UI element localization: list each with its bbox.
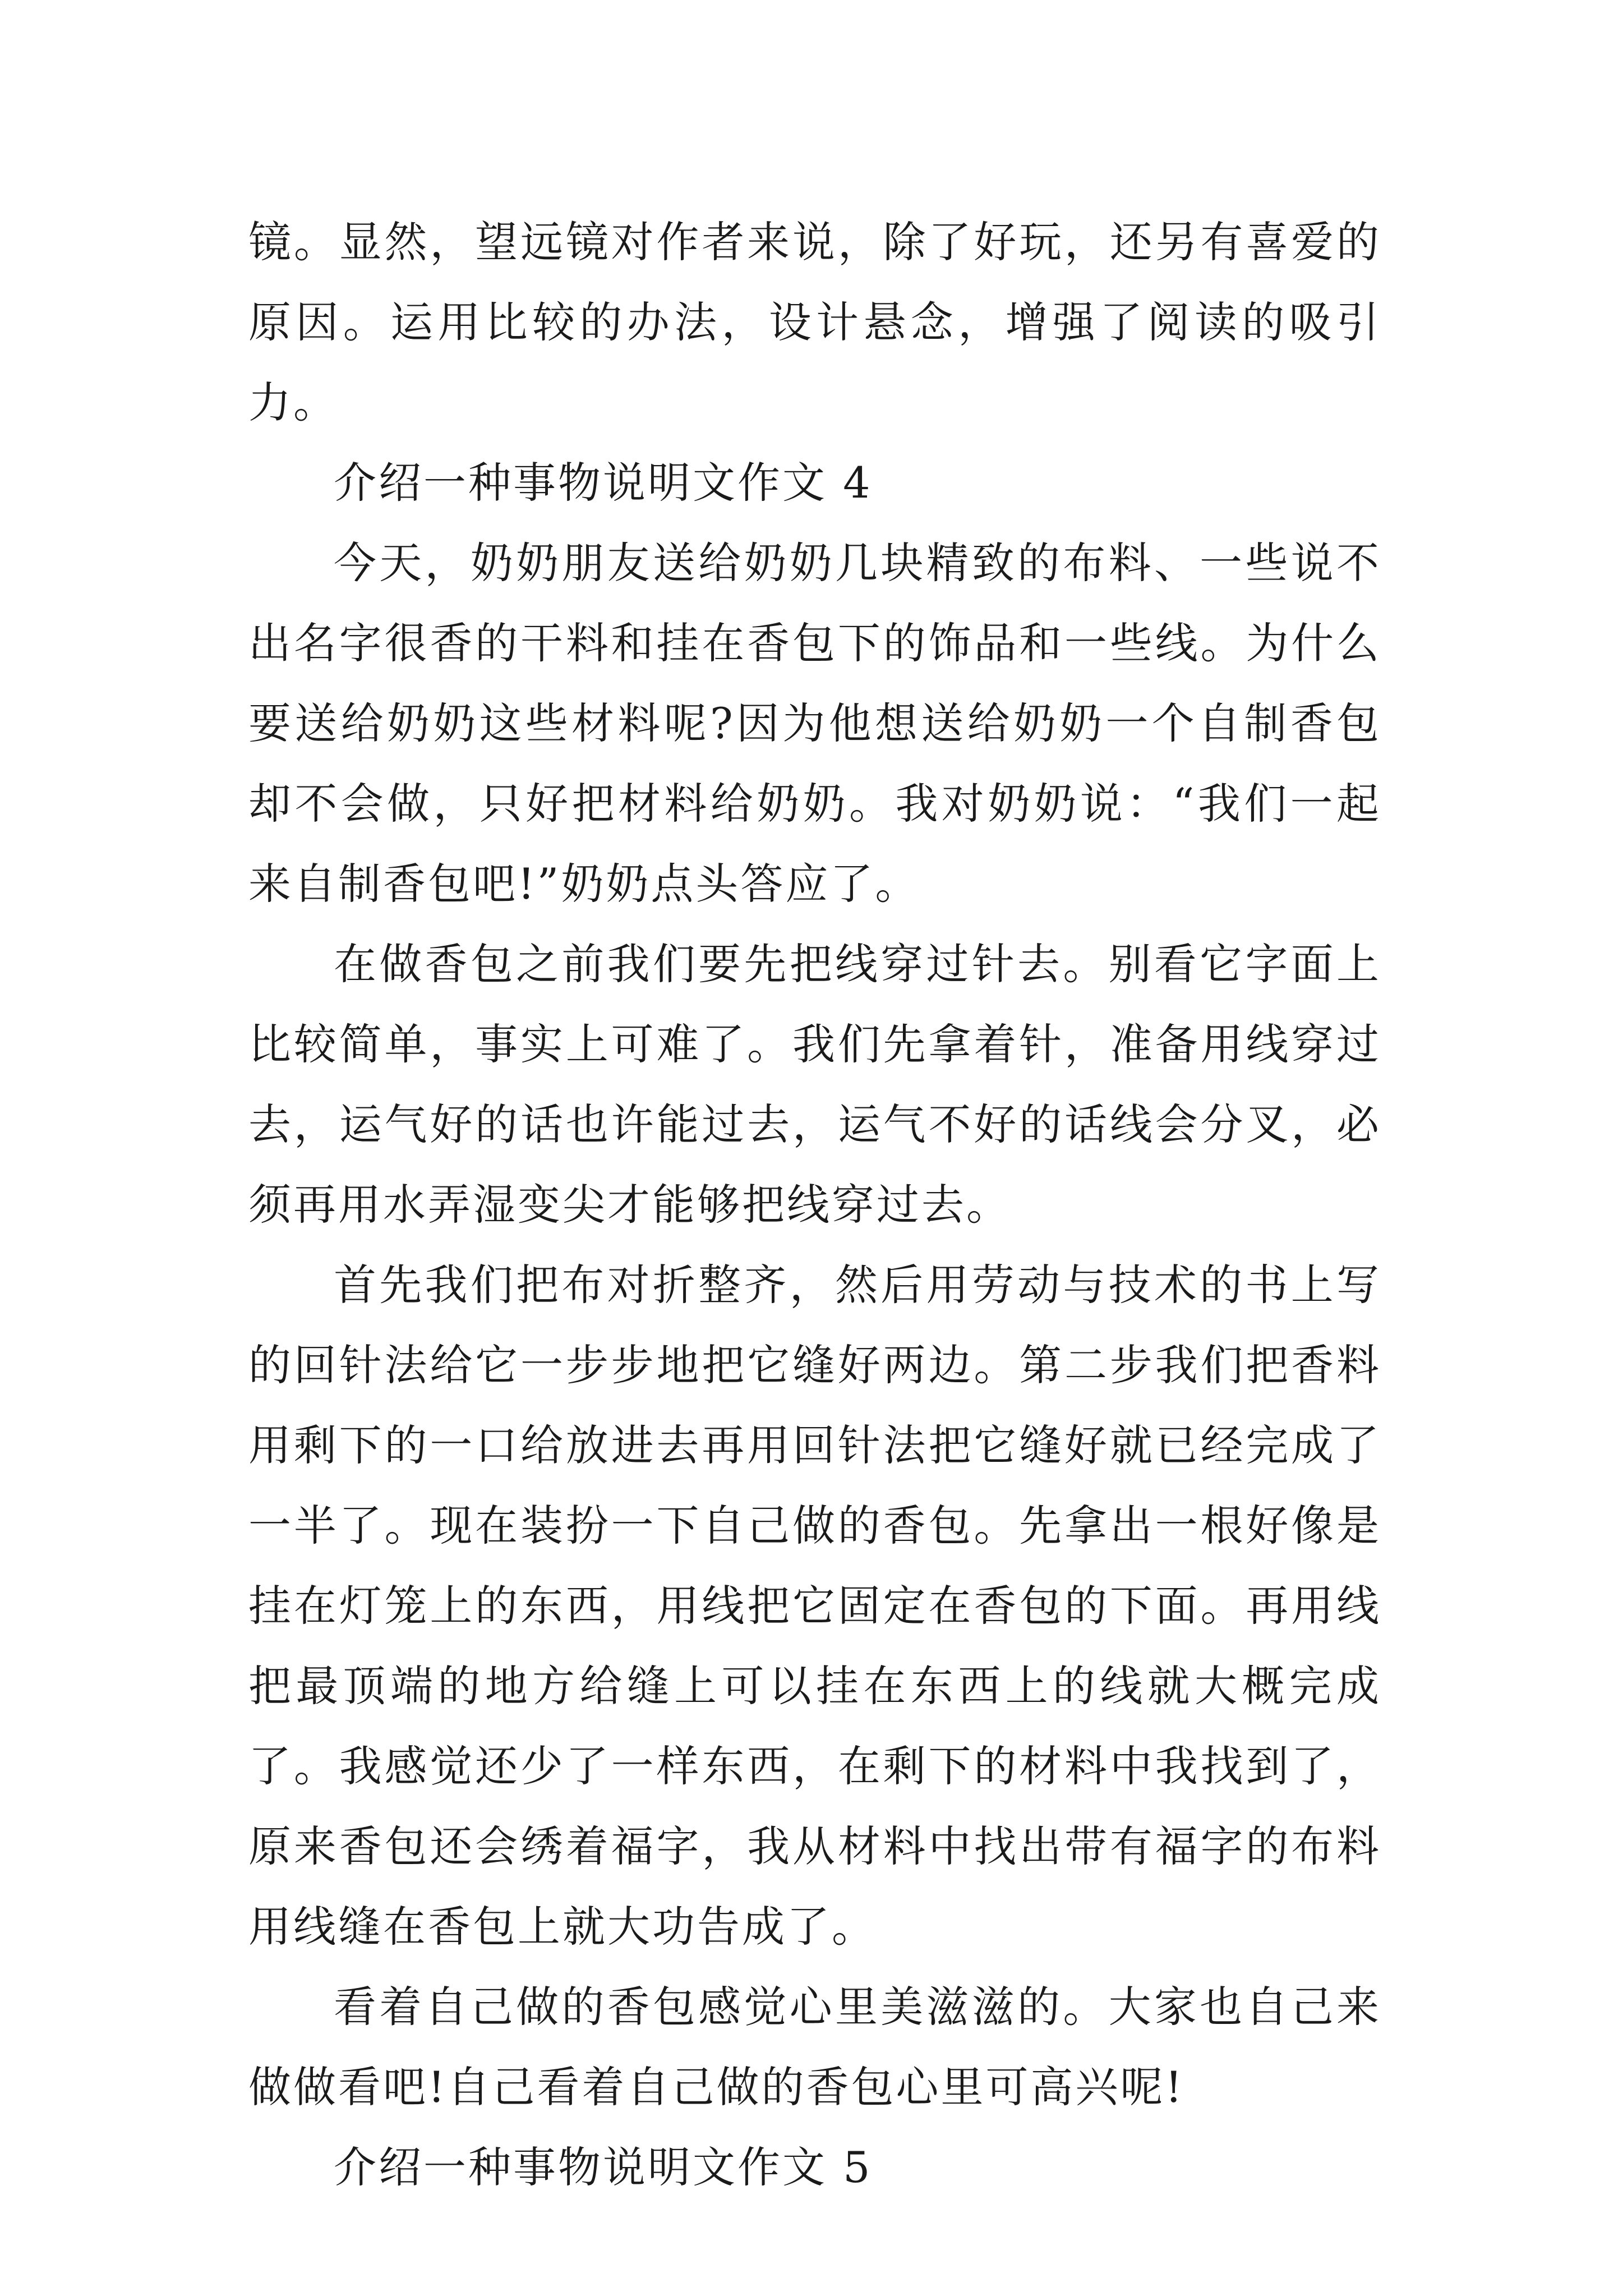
paragraph-continuation: 镜。显然，望远镜对作者来说，除了好玩，还另有喜爱的原因。运用比较的办法，设计悬念，增强了阅读的吸引力。 — [248, 217, 1381, 427]
section-heading-4: 介绍一种事物说明文作文 4 — [334, 458, 873, 508]
paragraph-steps: 首先我们把布对折整齐，然后用劳动与技术的书上写的回针法给它一步步地把它缝好两边。第二步我们把香料用剩下的一口给放进去再用回针法把它缝好就已经完成了一半了。现在装扮一下自己做的香包。先拿出一根好像是挂在灯笼上的东西，用线把它固定在香包的下面。再用线把最顶端的地方给缝上可以挂在东西上的线就大概完成了。我感觉还少了一样东西，在剩下的材料中我找到了，原来香包还会绣着福字，我从材料中找出带有福字的布料用线缝在香包上就大功告成了。 — [248, 1260, 1381, 1952]
paragraph-conclusion: 看着自己做的香包感觉心里美滋滋的。大家也自己来做做看吧!自己看着自己做的香包心里可高兴呢! — [248, 1982, 1381, 2112]
document-body — [248, 202, 1381, 2207]
paragraph-threading: 在做香包之前我们要先把线穿过针去。别看它字面上比较简单，事实上可难了。我们先拿着针，准备用线穿过去，运气好的话也许能过去，运气不好的话线会分叉，必须再用水弄湿变尖才能够把线穿过去。 — [248, 939, 1381, 1230]
section-heading-5: 介绍一种事物说明文作文 5 — [334, 2142, 873, 2192]
paragraph-intro: 今天，奶奶朋友送给奶奶几块精致的布料、一些说不出名字很香的干料和挂在香包下的饰品和一些线。为什么要送给奶奶这些材料呢?因为他想送给奶奶一个自制香包却不会做，只好把材料给奶奶。我对奶奶说：“我们一起来自制香包吧!”奶奶点头答应了。 — [248, 538, 1381, 909]
